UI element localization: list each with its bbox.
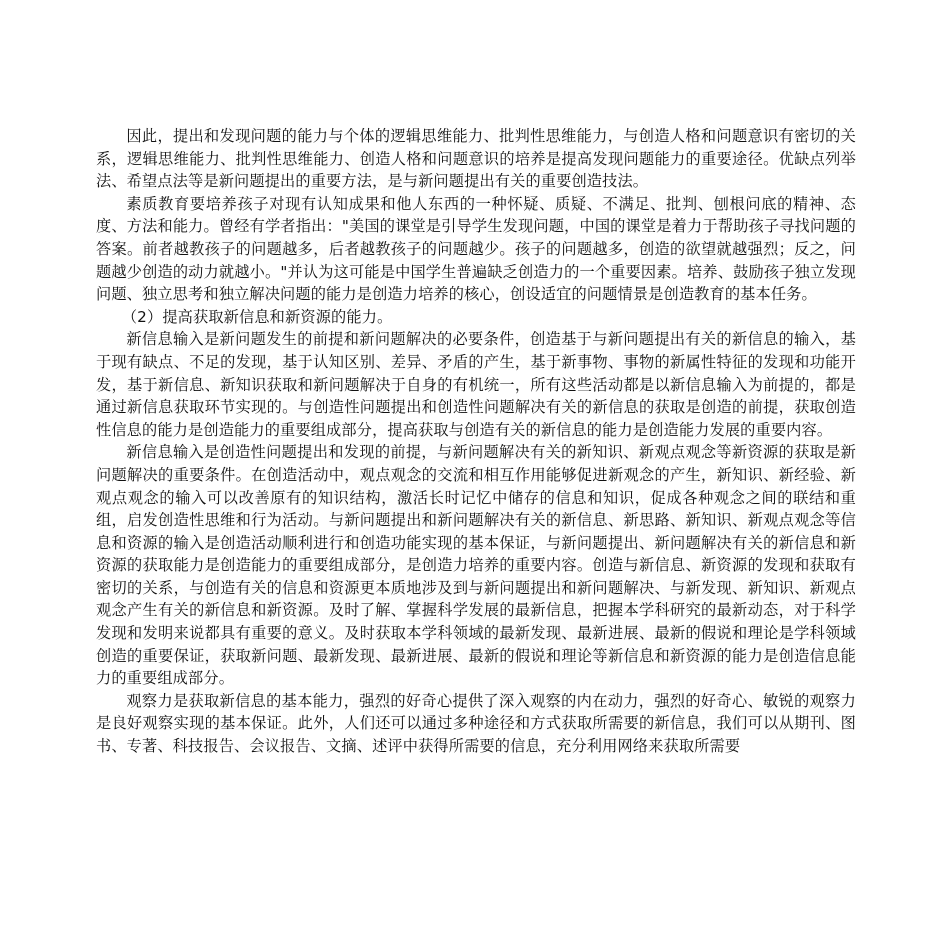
paragraph-quality-education: 素质教育要培养孩子对现有认知成果和他人东西的一种怀疑、质疑、不满足、批判、刨根问底的精神、态度、方法和能力。曾经有学者指出："美国的课堂是引导学生发现问题，中国的课堂是着力于帮助孩子寻找问题的答案。前者越教孩子的问题越多，后者越教孩子的问题越少。孩子的问题越多，创造的欲望就越强烈；反之，问题越少创造的动力就越小。"并认为这可能是中国学生普遍缺乏创造力的一个重要因素。培养、鼓励孩子独立发现问题、独立思考和独立解决问题的能力是创造力培养的核心，创设适宜的问题情景是创造教育的基本任务。: [96, 194, 856, 304]
paragraph-new-resources: 新信息输入是创造性问题提出和发现的前提，与新问题解决有关的新知识、新观点观念等新资源的获取是新问题解决的重要条件。在创造活动中，观点观念的交流和相互作用能够促进新观念的产生，新知识、新经验、新观点观念的输入可以改善原有的知识结构，激活长时记忆中储存的信息和知识，促成各种观念之间的联结和重组，启发创造性思维和行为活动。与新问题提出和新问题解决有关的新信息、新思路、新知识、新观点观念等信息和资源的输入是创造活动顺利进行和创造功能实现的基本保证，与新问题提出、新问题解决有关的新信息和新资源的获取能力是创造能力的重要组成部分，是创造力培养的重要内容。创造与新信息、新资源的发现和获取有密切的关系，与创造有关的信息和资源更本质地涉及到与新问题提出和新问题解决、与新发现、新知识、新观点观念产生有关的新信息和新资源。及时了解、掌握科学发展的最新信息，把握本学科研究的最新动态，对于科学发现和发明来说都具有重要的意义。及时获取本学科领域的最新发现、最新进展、最新的假说和理论是学科领域创造的重要保证，获取新问题、最新发现、最新进展、最新的假说和理论等新信息和新资源的能力是创造信息能力的重要组成部分。: [96, 443, 856, 688]
section-heading: （2）提高获取新信息和新资源的能力。: [121, 307, 393, 326]
paragraph-problem-ability: 因此，提出和发现问题的能力与个体的逻辑思维能力、批判性思维能力，与创造人格和问题意识有密切的关系，逻辑思维能力、批判性思维能力、创造人格和问题意识的培养是提高发现问题能力的重要途径。优缺点列举法、希望点法等是新问题提出的重要方法，是与新问题提出有关的重要创造技法。: [96, 127, 856, 191]
document-page: [96, 125, 856, 758]
paragraph-new-info-input: 新信息输入是新问题发生的前提和新问题解决的必要条件，创造基于与新问题提出有关的新信息的输入，基于现有缺点、不足的发现，基于认知区别、差异、矛盾的产生，基于新事物、事物的新属性特征的发现和功能开发，基于新信息、新知识获取和新问题解决于自身的有机统一，所有这些活动都是以新信息输入为前提的，都是通过新信息获取环节实现的。与创造性问题提出和创造性问题解决有关的新信息的获取是创造的前提，获取创造性信息的能力是创造能力的重要组成部分，提高获取与创造有关的新信息的能力是创造能力发展的重要内容。: [96, 330, 856, 439]
paragraph-observation: 观察力是获取新信息的基本能力，强烈的好奇心提供了深入观察的内在动力，强烈的好奇心、敏锐的观察力是良好观察实现的基本保证。此外，人们还可以通过多种途径和方式获取所需要的新信息，我们可以从期刊、图书、专著、科技报告、会议报告、文摘、述评中获得所需要的信息，充分利用网络来获取所需要: [96, 691, 856, 756]
